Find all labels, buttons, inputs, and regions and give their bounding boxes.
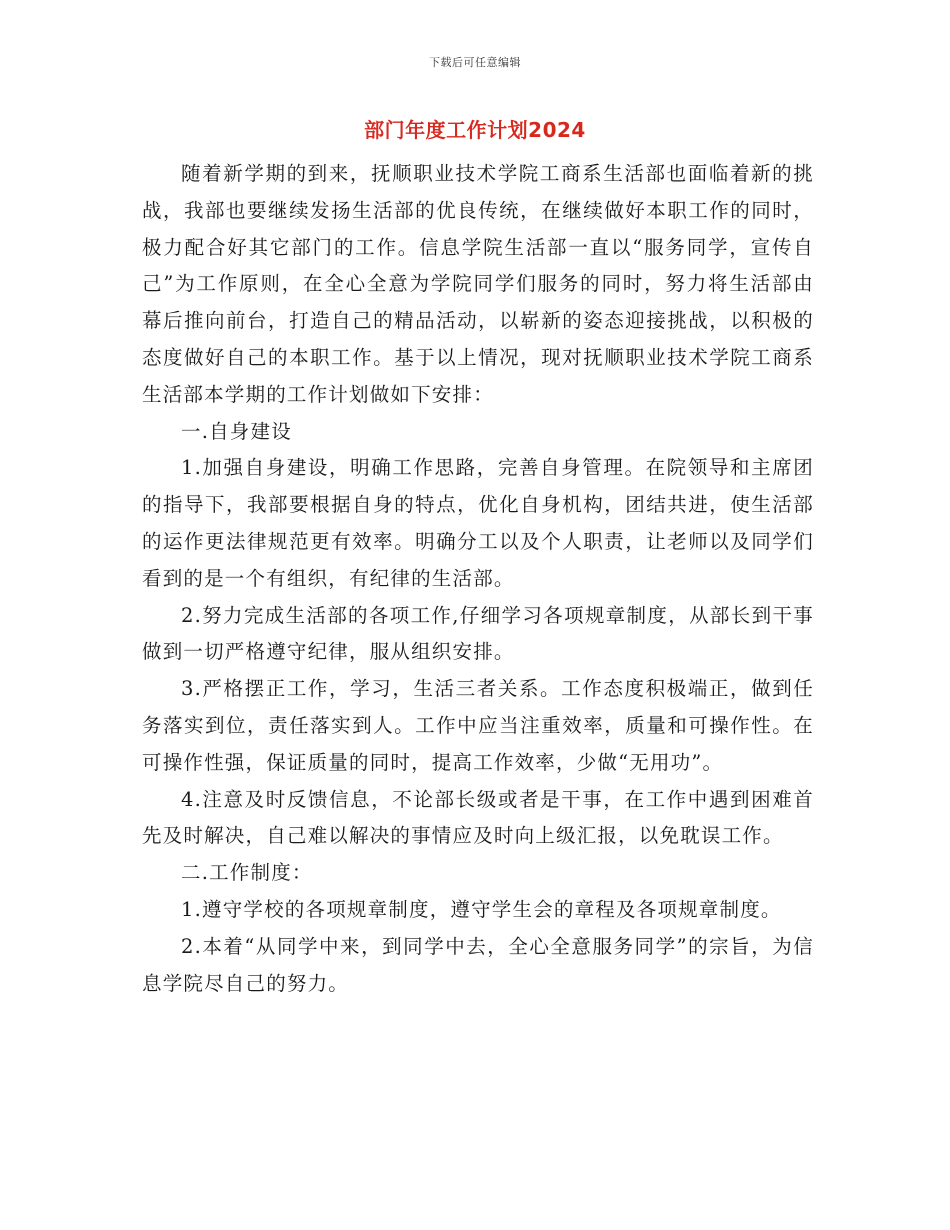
list-item: 1.加强自身建设，明确工作思路，完善自身管理。在院领导和主席团的指导下，我部要根据自身的特点，优化自身机构，团结共进，使生活部的运作更法律规范更有效率。明确分工以及个人职责，让老师以及同学们看到的是一个有组织，有纪律的生活部。: [142, 456, 814, 590]
section-heading-work-system: 二.工作制度：: [181, 861, 313, 885]
list-item: 4.注意及时反馈信息，不论部长级或者是干事，在工作中遇到困难首先及时解决，自己难以解决的事情应及时向上级汇报，以免耽误工作。: [142, 787, 814, 848]
list-item: 2.努力完成生活部的各项工作,仔细学习各项规章制度，从部长到干事做到一切严格遵守纪律，服从组织安排。: [142, 603, 814, 664]
list-item: 3.严格摆正工作，学习，生活三者关系。工作态度积极端正，做到任务落实到位，责任落实到人。工作中应当注重效率，质量和可操作性。在可操作性强，保证质量的同时，提高工作效率，少做“无用功”。: [142, 677, 814, 774]
list-item: 2.本着“从同学中来，到同学中去，全心全意服务同学”的宗旨，为信息学院尽自己的努力。: [142, 934, 814, 995]
section-heading-self-building: 一.自身建设: [181, 419, 292, 443]
document-body: [142, 156, 814, 1002]
intro-paragraph: 随着新学期的到来，抚顺职业技术学院工商系生活部也面临着新的挑战，我部也要继续发扬生活部的优良传统，在继续做好本职工作的同时，极力配合好其它部门的工作。信息学院生活部一直以“服务同学，宣传自己”为工作原则，在全心全意为学院同学们服务的同时，努力将生活部由幕后推向前台，打造自己的精品活动，以崭新的姿态迎接挑战，以积极的态度做好自己的本职工作。基于以上情况，现对抚顺职业技术学院工商系生活部本学期的工作计划做如下安排：: [142, 162, 814, 406]
header-note: 下载后可任意编辑: [429, 56, 521, 69]
document-title: 部门年度工作计划2024: [364, 118, 586, 142]
list-item: 1.遵守学校的各项规章制度，遵守学生会的章程及各项规章制度。: [181, 897, 782, 921]
